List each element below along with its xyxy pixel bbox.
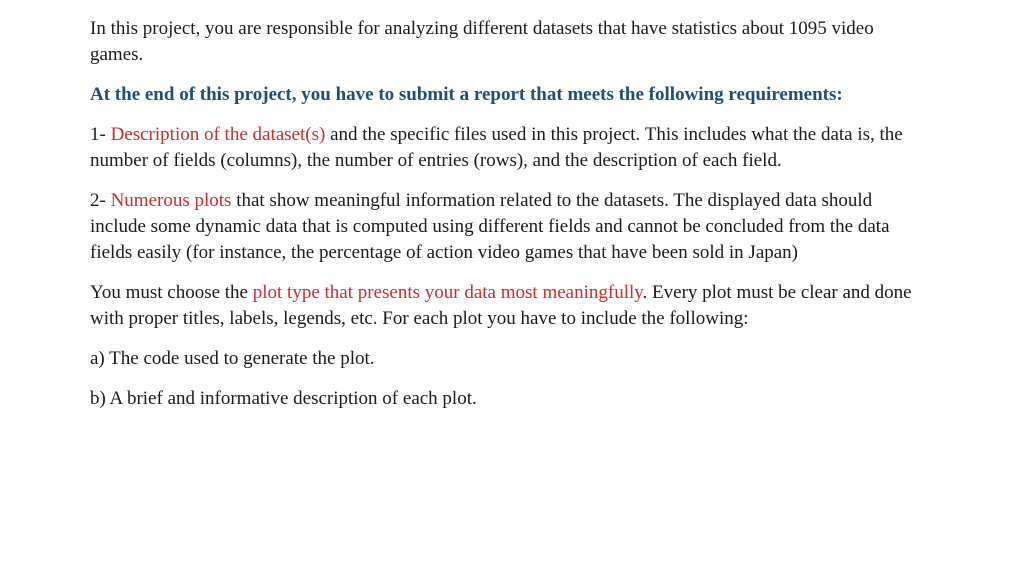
requirement-2-prefix: 2- xyxy=(90,190,111,211)
list-item-a: a) The code used to generate the plot. xyxy=(90,348,375,369)
plot-type-text: . Every plot must be clear and done with proper titles, labels, legends, etc. For each plot you have to include the following: xyxy=(90,282,912,329)
requirements-heading: At the end of this project, you have to submit a report that meets the following requirements: xyxy=(90,84,843,105)
requirement-1 xyxy=(90,122,923,174)
list-item-b: b) A brief and informative description of each plot. xyxy=(90,388,477,409)
requirement-1-text: and the specific files used in this project. This includes what the data is, the number of fields (columns), the number of entries (rows), and the description of each field. xyxy=(90,124,903,171)
plot-type-highlight: plot type that presents your data most meaningfully xyxy=(252,282,643,303)
intro-paragraph: In this project, you are responsible for analyzing different datasets that have statistics about 1095 video games. xyxy=(90,18,874,65)
plot-type-prefix: You must choose the xyxy=(90,282,253,303)
requirement-2-text: that show meaningful information related to the datasets. The displayed data should include some dynamic data that is computed using different fields and cannot be concluded from the data fields easily (for instance, the percentage of action video games that have been sold in Japan) xyxy=(90,190,890,263)
requirement-1-prefix: 1- xyxy=(90,124,111,145)
requirement-2-highlight: Numerous plots xyxy=(110,190,232,211)
requirement-2 xyxy=(90,188,923,266)
plot-type-paragraph xyxy=(90,280,923,332)
requirement-1-highlight: Description of the dataset(s) xyxy=(110,124,326,145)
